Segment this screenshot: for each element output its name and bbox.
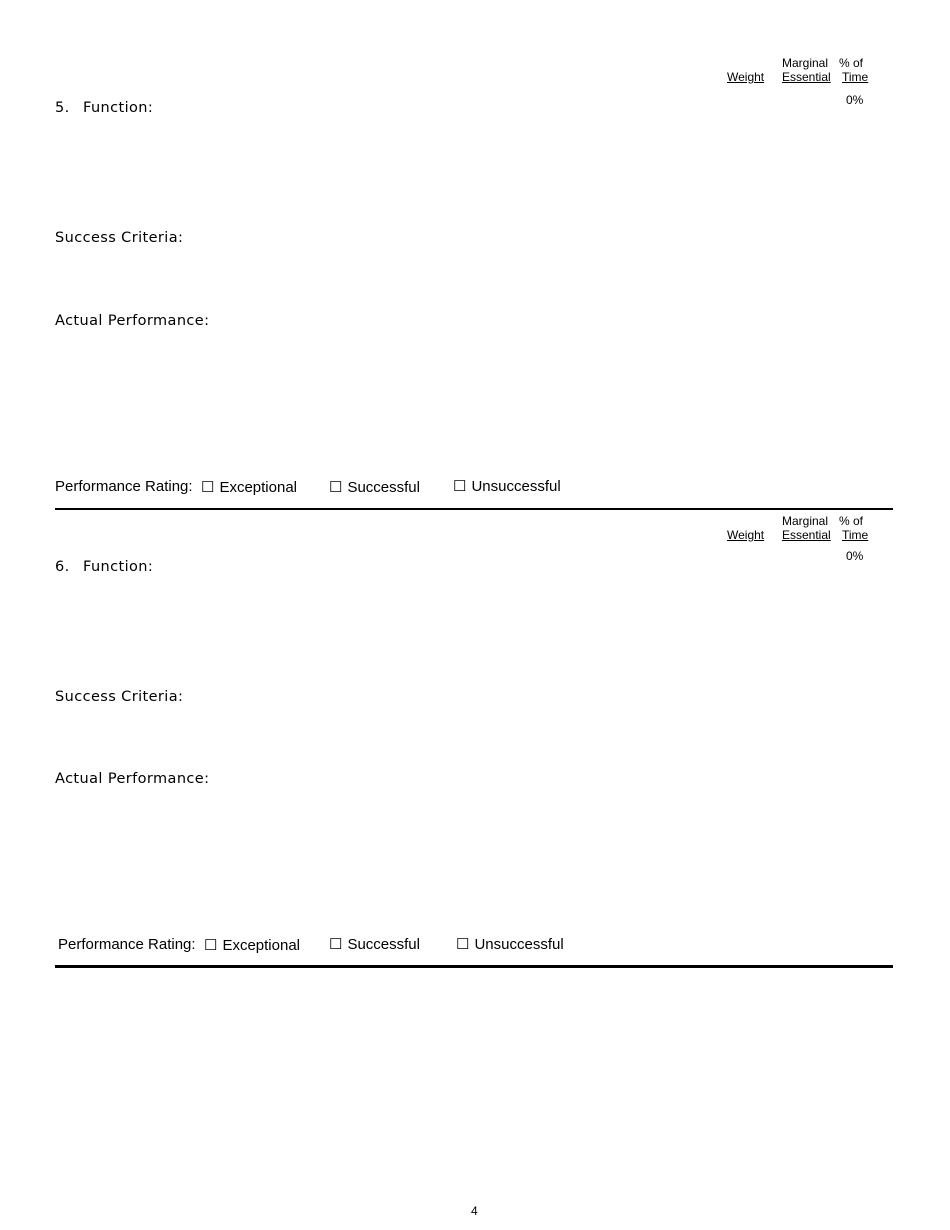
actual-performance-label: Actual Performance:	[55, 313, 210, 329]
performance-rating-label: Performance Rating:	[58, 936, 196, 953]
success-criteria-label: Success Criteria:	[55, 230, 184, 246]
rating-option-label: Unsuccessful	[471, 478, 561, 495]
rating-option-label: Exceptional	[219, 479, 298, 496]
checkbox-icon[interactable]: ☐	[204, 937, 218, 954]
rating-option-label: Successful	[347, 936, 420, 953]
time-header: Time	[842, 528, 869, 542]
checkbox-icon[interactable]: ☐	[201, 479, 215, 496]
pct-time-value: 0%	[846, 549, 864, 563]
pct-of-header: % of	[839, 56, 864, 70]
essential-header: Essential	[782, 70, 831, 84]
pct-time-value: 0%	[846, 93, 864, 107]
rating-option-unsuccessful[interactable]	[453, 477, 561, 495]
rating-option-successful[interactable]	[329, 935, 420, 953]
performance-rating-label: Performance Rating:	[55, 478, 193, 495]
function-number: 6.	[55, 559, 70, 575]
success-criteria-label: Success Criteria:	[55, 689, 184, 705]
performance-rating	[58, 936, 196, 953]
rating-option-exceptional[interactable]	[201, 478, 297, 496]
rating-option-exceptional[interactable]	[204, 936, 300, 954]
function-heading	[55, 100, 153, 116]
essential-header: Essential	[782, 528, 831, 542]
marginal-header: Marginal	[782, 514, 829, 528]
rating-option-unsuccessful[interactable]	[456, 935, 564, 953]
checkbox-icon[interactable]: ☐	[453, 478, 467, 495]
function-heading	[55, 559, 153, 575]
function-number: 5.	[55, 100, 70, 116]
section-divider	[55, 508, 893, 510]
function-label: Function:	[83, 559, 154, 575]
rating-option-label: Unsuccessful	[474, 936, 564, 953]
time-header: Time	[842, 70, 869, 84]
checkbox-icon[interactable]: ☐	[456, 936, 470, 953]
rating-option-successful[interactable]	[329, 478, 420, 496]
page-number: 4	[471, 1204, 478, 1218]
performance-rating	[55, 478, 193, 495]
rating-option-label: Exceptional	[222, 937, 301, 954]
pct-of-header: % of	[839, 514, 864, 528]
section-divider	[55, 965, 893, 968]
checkbox-icon[interactable]: ☐	[329, 936, 343, 953]
rating-option-label: Successful	[347, 479, 420, 496]
actual-performance-label: Actual Performance:	[55, 771, 210, 787]
marginal-header: Marginal	[782, 56, 829, 70]
weight-header: Weight	[727, 70, 765, 84]
weight-header: Weight	[727, 528, 765, 542]
function-label: Function:	[83, 100, 154, 116]
checkbox-icon[interactable]: ☐	[329, 479, 343, 496]
